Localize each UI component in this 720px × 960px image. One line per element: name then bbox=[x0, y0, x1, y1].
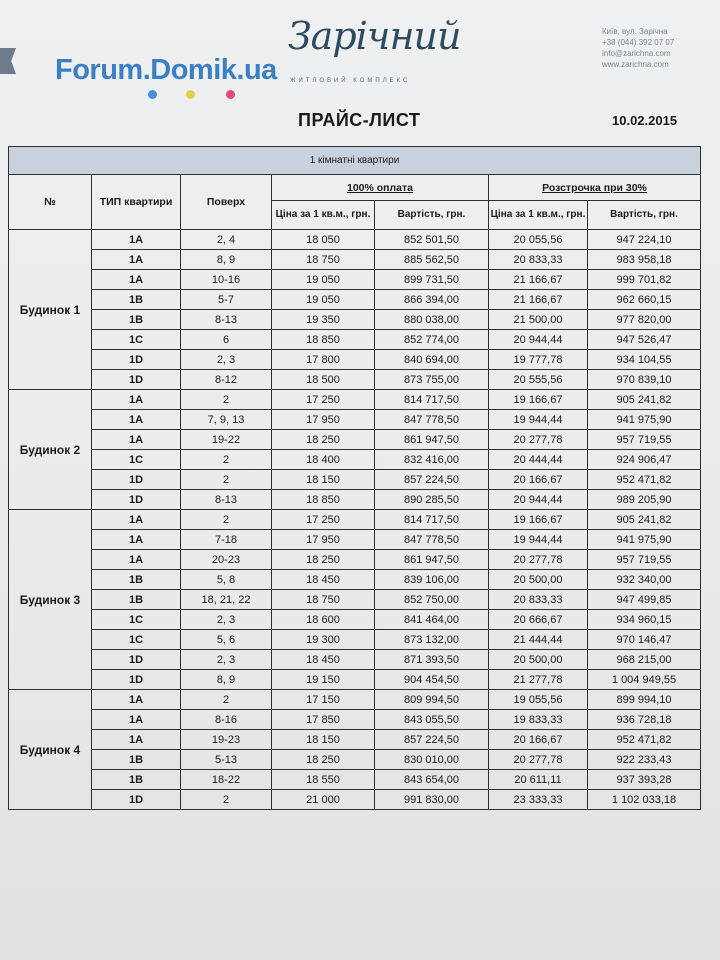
cell-type: 1B bbox=[92, 570, 181, 590]
cell-type: 1A bbox=[92, 530, 181, 550]
table-row bbox=[9, 570, 701, 590]
cell-total-full: 832 416,00 bbox=[375, 450, 489, 470]
watermark-text: Forum.Domik.ua bbox=[55, 54, 277, 86]
table-row bbox=[9, 490, 701, 510]
table-body bbox=[9, 230, 701, 810]
cell-type: 1A bbox=[92, 230, 181, 250]
table-row bbox=[9, 250, 701, 270]
cell-total-full: 839 106,00 bbox=[375, 570, 489, 590]
cell-price-full: 17 250 bbox=[272, 390, 375, 410]
cell-total-full: 873 132,00 bbox=[375, 630, 489, 650]
cell-floor: 18-22 bbox=[181, 770, 272, 790]
table-row bbox=[9, 530, 701, 550]
cell-price-installment: 20 833,33 bbox=[489, 250, 588, 270]
cell-type: 1D bbox=[92, 350, 181, 370]
cell-total-installment: 924 906,47 bbox=[588, 450, 701, 470]
cell-floor: 2 bbox=[181, 510, 272, 530]
table-row bbox=[9, 770, 701, 790]
contact-address: Київ, вул. Зарічна bbox=[602, 27, 668, 36]
column-header-full-payment: 100% оплата bbox=[272, 175, 489, 201]
cell-total-installment: 934 104,55 bbox=[588, 350, 701, 370]
contacts bbox=[602, 26, 674, 70]
cell-total-installment: 922 233,43 bbox=[588, 750, 701, 770]
cell-price-installment: 21 444,44 bbox=[489, 630, 588, 650]
cell-type: 1A bbox=[92, 730, 181, 750]
cell-total-full: 847 778,50 bbox=[375, 410, 489, 430]
cell-price-installment: 20 444,44 bbox=[489, 450, 588, 470]
cell-total-installment: 947 499,85 bbox=[588, 590, 701, 610]
cell-floor: 5, 8 bbox=[181, 570, 272, 590]
cell-price-full: 17 950 bbox=[272, 410, 375, 430]
cell-total-installment: 968 215,00 bbox=[588, 650, 701, 670]
table-row bbox=[9, 650, 701, 670]
cell-price-installment: 20 944,44 bbox=[489, 330, 588, 350]
cell-total-installment: 983 958,18 bbox=[588, 250, 701, 270]
cell-price-installment: 20 500,00 bbox=[489, 650, 588, 670]
cell-price-full: 17 150 bbox=[272, 690, 375, 710]
cell-type: 1A bbox=[92, 270, 181, 290]
table-row bbox=[9, 230, 701, 250]
cell-price-installment: 20 611,11 bbox=[489, 770, 588, 790]
cell-total-installment: 989 205,90 bbox=[588, 490, 701, 510]
cell-floor: 2 bbox=[181, 390, 272, 410]
table-row bbox=[9, 370, 701, 390]
table-row bbox=[9, 270, 701, 290]
cell-price-full: 18 050 bbox=[272, 230, 375, 250]
cell-price-full: 21 000 bbox=[272, 790, 375, 810]
table-row bbox=[9, 510, 701, 530]
cell-total-installment: 957 719,55 bbox=[588, 430, 701, 450]
cell-total-full: 852 774,00 bbox=[375, 330, 489, 350]
cell-total-installment: 932 340,00 bbox=[588, 570, 701, 590]
column-header-installment: Розстрочка при 30% bbox=[489, 175, 701, 201]
cell-total-full: 861 947,50 bbox=[375, 430, 489, 450]
cell-floor: 2 bbox=[181, 450, 272, 470]
column-header-price-installment: Ціна за 1 кв.м., грн. bbox=[489, 201, 588, 230]
cell-total-installment: 970 839,10 bbox=[588, 370, 701, 390]
cell-type: 1B bbox=[92, 750, 181, 770]
cell-price-full: 18 150 bbox=[272, 470, 375, 490]
price-table bbox=[8, 146, 701, 810]
table-row bbox=[9, 350, 701, 370]
cell-total-installment: 970 146,47 bbox=[588, 630, 701, 650]
cell-total-installment: 947 526,47 bbox=[588, 330, 701, 350]
cell-floor: 2, 3 bbox=[181, 350, 272, 370]
cell-total-full: 899 731,50 bbox=[375, 270, 489, 290]
table-row bbox=[9, 470, 701, 490]
cell-type: 1C bbox=[92, 330, 181, 350]
cell-total-installment: 952 471,82 bbox=[588, 730, 701, 750]
cell-type: 1D bbox=[92, 490, 181, 510]
cell-total-installment: 941 975,90 bbox=[588, 410, 701, 430]
dot-icon bbox=[148, 90, 157, 99]
cell-price-full: 19 050 bbox=[272, 270, 375, 290]
logo-text: Зарічний bbox=[288, 14, 461, 58]
cell-floor: 18, 21, 22 bbox=[181, 590, 272, 610]
cell-price-full: 17 950 bbox=[272, 530, 375, 550]
cell-floor: 2 bbox=[181, 470, 272, 490]
cell-floor: 8-12 bbox=[181, 370, 272, 390]
cell-price-full: 19 350 bbox=[272, 310, 375, 330]
cell-price-full: 18 450 bbox=[272, 650, 375, 670]
table-row bbox=[9, 430, 701, 450]
cell-total-installment: 962 660,15 bbox=[588, 290, 701, 310]
table-row bbox=[9, 410, 701, 430]
cell-price-installment: 19 944,44 bbox=[489, 530, 588, 550]
contact-website: www.zarichna.com bbox=[602, 60, 669, 69]
cell-type: 1D bbox=[92, 650, 181, 670]
cell-total-full: 852 750,00 bbox=[375, 590, 489, 610]
cell-total-full: 861 947,50 bbox=[375, 550, 489, 570]
cell-floor: 2 bbox=[181, 690, 272, 710]
cell-total-installment: 957 719,55 bbox=[588, 550, 701, 570]
cell-price-full: 18 150 bbox=[272, 730, 375, 750]
cell-price-installment: 20 277,78 bbox=[489, 430, 588, 450]
cell-price-installment: 19 166,67 bbox=[489, 510, 588, 530]
cell-total-full: 871 393,50 bbox=[375, 650, 489, 670]
cell-price-full: 17 800 bbox=[272, 350, 375, 370]
cell-type: 1A bbox=[92, 250, 181, 270]
cell-floor: 8-13 bbox=[181, 490, 272, 510]
cell-total-full: 873 755,00 bbox=[375, 370, 489, 390]
cell-price-installment: 19 944,44 bbox=[489, 410, 588, 430]
table-row bbox=[9, 550, 701, 570]
cell-price-full: 18 250 bbox=[272, 750, 375, 770]
cell-total-installment: 1 102 033,18 bbox=[588, 790, 701, 810]
watermark-dots bbox=[148, 90, 248, 100]
cell-price-installment: 20 833,33 bbox=[489, 590, 588, 610]
cell-type: 1C bbox=[92, 630, 181, 650]
cell-price-installment: 19 166,67 bbox=[489, 390, 588, 410]
cell-floor: 7-18 bbox=[181, 530, 272, 550]
table-row bbox=[9, 310, 701, 330]
flag-icon bbox=[0, 48, 16, 74]
cell-total-full: 890 285,50 bbox=[375, 490, 489, 510]
column-header-type: ТИП квартири bbox=[92, 175, 181, 230]
cell-type: 1A bbox=[92, 710, 181, 730]
cell-type: 1C bbox=[92, 610, 181, 630]
cell-total-full: 809 994,50 bbox=[375, 690, 489, 710]
cell-total-installment: 905 241,82 bbox=[588, 390, 701, 410]
cell-total-installment: 899 994,10 bbox=[588, 690, 701, 710]
cell-floor: 7, 9, 13 bbox=[181, 410, 272, 430]
table-row bbox=[9, 290, 701, 310]
cell-total-installment: 941 975,90 bbox=[588, 530, 701, 550]
cell-total-full: 857 224,50 bbox=[375, 470, 489, 490]
cell-price-installment: 20 500,00 bbox=[489, 570, 588, 590]
table-row bbox=[9, 330, 701, 350]
document-date: 10.02.2015 bbox=[612, 113, 678, 128]
cell-price-installment: 19 055,56 bbox=[489, 690, 588, 710]
cell-type: 1A bbox=[92, 410, 181, 430]
cell-price-installment: 20 055,56 bbox=[489, 230, 588, 250]
cell-total-installment: 905 241,82 bbox=[588, 510, 701, 530]
cell-price-full: 18 250 bbox=[272, 550, 375, 570]
cell-price-installment: 20 277,78 bbox=[489, 550, 588, 570]
house-label: Будинок 1 bbox=[9, 230, 92, 390]
cell-price-installment: 19 833,33 bbox=[489, 710, 588, 730]
cell-floor: 5-7 bbox=[181, 290, 272, 310]
column-header-total-installment: Вартість, грн. bbox=[588, 201, 701, 230]
table-row bbox=[9, 590, 701, 610]
cell-floor: 2, 3 bbox=[181, 610, 272, 630]
cell-price-installment: 20 555,56 bbox=[489, 370, 588, 390]
cell-total-full: 880 038,00 bbox=[375, 310, 489, 330]
cell-total-full: 843 654,00 bbox=[375, 770, 489, 790]
cell-floor: 19-22 bbox=[181, 430, 272, 450]
table-row bbox=[9, 730, 701, 750]
table-row bbox=[9, 690, 701, 710]
cell-floor: 2, 3 bbox=[181, 650, 272, 670]
cell-total-full: 866 394,00 bbox=[375, 290, 489, 310]
cell-floor: 2, 4 bbox=[181, 230, 272, 250]
cell-total-full: 830 010,00 bbox=[375, 750, 489, 770]
house-label: Будинок 2 bbox=[9, 390, 92, 510]
cell-price-full: 17 250 bbox=[272, 510, 375, 530]
cell-type: 1A bbox=[92, 390, 181, 410]
dot-icon bbox=[226, 90, 235, 99]
table-row bbox=[9, 630, 701, 650]
page-title: ПРАЙС-ЛИСТ bbox=[298, 110, 421, 130]
cell-price-full: 17 850 bbox=[272, 710, 375, 730]
cell-price-installment: 20 166,67 bbox=[489, 730, 588, 750]
cell-type: 1B bbox=[92, 770, 181, 790]
cell-floor: 20-23 bbox=[181, 550, 272, 570]
cell-floor: 8-16 bbox=[181, 710, 272, 730]
cell-total-installment: 937 393,28 bbox=[588, 770, 701, 790]
cell-price-full: 18 400 bbox=[272, 450, 375, 470]
cell-total-installment: 936 728,18 bbox=[588, 710, 701, 730]
cell-price-full: 18 600 bbox=[272, 610, 375, 630]
cell-type: 1B bbox=[92, 310, 181, 330]
table-row bbox=[9, 750, 701, 770]
cell-floor: 2 bbox=[181, 790, 272, 810]
cell-price-full: 18 850 bbox=[272, 490, 375, 510]
cell-price-installment: 20 277,78 bbox=[489, 750, 588, 770]
column-header-floor: Поверх bbox=[181, 175, 272, 230]
cell-floor: 19-23 bbox=[181, 730, 272, 750]
cell-price-full: 19 050 bbox=[272, 290, 375, 310]
cell-price-full: 19 300 bbox=[272, 630, 375, 650]
cell-price-installment: 19 777,78 bbox=[489, 350, 588, 370]
cell-price-full: 19 150 bbox=[272, 670, 375, 690]
cell-type: 1A bbox=[92, 430, 181, 450]
cell-floor: 5-13 bbox=[181, 750, 272, 770]
house-label: Будинок 4 bbox=[9, 690, 92, 810]
cell-type: 1B bbox=[92, 590, 181, 610]
cell-price-full: 18 850 bbox=[272, 330, 375, 350]
cell-total-full: 843 055,50 bbox=[375, 710, 489, 730]
cell-price-full: 18 450 bbox=[272, 570, 375, 590]
contact-phone: +38 (044) 392 07 07 bbox=[602, 38, 675, 47]
table-row bbox=[9, 710, 701, 730]
cell-total-installment: 952 471,82 bbox=[588, 470, 701, 490]
cell-price-installment: 21 166,67 bbox=[489, 270, 588, 290]
cell-price-full: 18 750 bbox=[272, 250, 375, 270]
table-caption: 1 кімнатні квартири bbox=[9, 147, 701, 175]
cell-type: 1A bbox=[92, 510, 181, 530]
cell-price-installment: 21 500,00 bbox=[489, 310, 588, 330]
cell-total-full: 904 454,50 bbox=[375, 670, 489, 690]
logo-subtitle: ЖИТЛОВИЙ КОМПЛЕКС bbox=[290, 78, 411, 84]
cell-price-full: 18 250 bbox=[272, 430, 375, 450]
cell-total-installment: 934 960,15 bbox=[588, 610, 701, 630]
logo bbox=[288, 12, 461, 92]
cell-total-full: 841 464,00 bbox=[375, 610, 489, 630]
cell-type: 1C bbox=[92, 450, 181, 470]
column-header-price-full: Ціна за 1 кв.м., грн. bbox=[272, 201, 375, 230]
house-label: Будинок 3 bbox=[9, 510, 92, 690]
cell-total-full: 991 830,00 bbox=[375, 790, 489, 810]
cell-total-full: 814 717,50 bbox=[375, 510, 489, 530]
cell-price-installment: 20 166,67 bbox=[489, 470, 588, 490]
cell-total-full: 852 501,50 bbox=[375, 230, 489, 250]
cell-price-installment: 23 333,33 bbox=[489, 790, 588, 810]
table-row bbox=[9, 450, 701, 470]
cell-total-full: 847 778,50 bbox=[375, 530, 489, 550]
cell-total-installment: 977 820,00 bbox=[588, 310, 701, 330]
cell-type: 1D bbox=[92, 790, 181, 810]
cell-total-installment: 947 224,10 bbox=[588, 230, 701, 250]
cell-price-installment: 21 277,78 bbox=[489, 670, 588, 690]
cell-total-full: 857 224,50 bbox=[375, 730, 489, 750]
dot-icon bbox=[186, 90, 195, 99]
contact-email: info@zarichna.com bbox=[602, 49, 671, 58]
cell-floor: 6 bbox=[181, 330, 272, 350]
cell-floor: 8, 9 bbox=[181, 670, 272, 690]
cell-total-full: 885 562,50 bbox=[375, 250, 489, 270]
cell-total-full: 840 694,00 bbox=[375, 350, 489, 370]
cell-type: 1D bbox=[92, 370, 181, 390]
table-row bbox=[9, 670, 701, 690]
cell-type: 1A bbox=[92, 690, 181, 710]
cell-type: 1A bbox=[92, 550, 181, 570]
cell-total-full: 814 717,50 bbox=[375, 390, 489, 410]
cell-floor: 8, 9 bbox=[181, 250, 272, 270]
cell-price-full: 18 500 bbox=[272, 370, 375, 390]
cell-total-installment: 1 004 949,55 bbox=[588, 670, 701, 690]
cell-price-installment: 20 944,44 bbox=[489, 490, 588, 510]
cell-price-installment: 20 666,67 bbox=[489, 610, 588, 630]
cell-floor: 10-16 bbox=[181, 270, 272, 290]
column-header-total-full: Вартість, грн. bbox=[375, 201, 489, 230]
table-row bbox=[9, 390, 701, 410]
column-header-num: № bbox=[9, 175, 92, 230]
cell-type: 1D bbox=[92, 470, 181, 490]
cell-type: 1D bbox=[92, 670, 181, 690]
cell-total-installment: 999 701,82 bbox=[588, 270, 701, 290]
table-row bbox=[9, 790, 701, 810]
cell-floor: 5, 6 bbox=[181, 630, 272, 650]
cell-price-full: 18 550 bbox=[272, 770, 375, 790]
cell-price-full: 18 750 bbox=[272, 590, 375, 610]
table-row bbox=[9, 610, 701, 630]
cell-floor: 8-13 bbox=[181, 310, 272, 330]
cell-price-installment: 21 166,67 bbox=[489, 290, 588, 310]
cell-type: 1B bbox=[92, 290, 181, 310]
